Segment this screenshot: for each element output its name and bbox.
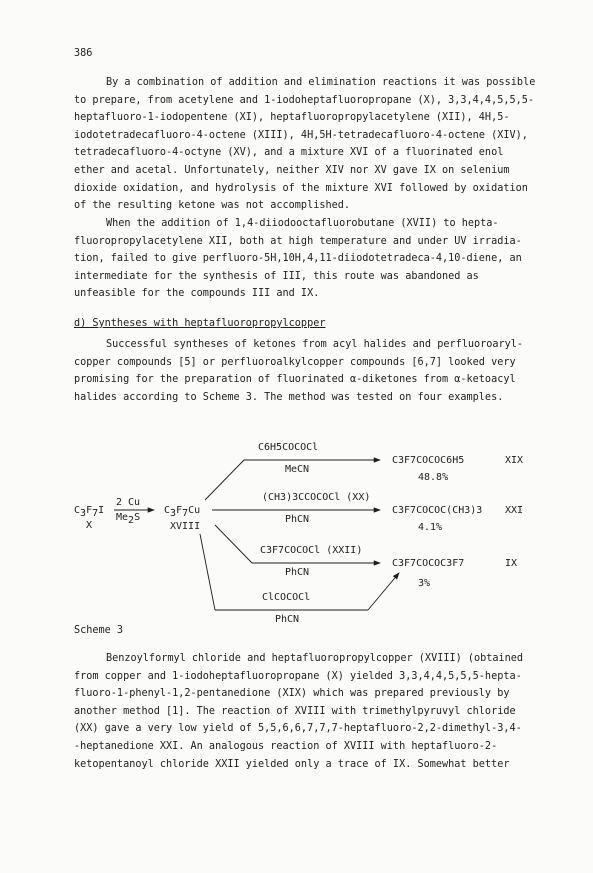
intermediate-compound	[164, 505, 200, 532]
scheme-label: Scheme 3	[74, 625, 124, 636]
text-line: copper compounds [5] or perfluoroalkylcopper compounds [6,7] looked very	[74, 356, 516, 368]
text-line: intermediate for the synthesis of III, this route was abandoned as	[74, 270, 479, 282]
text-line: By a combination of addition and elimination reactions it was possible	[106, 77, 536, 88]
text-line: heptafluoro-1-iodopentene (XI), heptafluoropropylacetylene (XII), 4H,5-	[74, 112, 510, 124]
compound-label: X	[86, 520, 93, 531]
product-xix: C3F7COCOC6H5	[392, 455, 465, 466]
route-line	[200, 534, 215, 610]
reagent-benzoylformyl-chloride: C6H5COCOCl	[258, 442, 319, 453]
product-ix: C3F7COCOC3F7	[392, 558, 465, 569]
page-number: 386	[74, 48, 93, 59]
text-line: to prepare, from acetylene and 1-iodoheptafluoropropane (X), 3,3,4,4,5,5,5-	[74, 94, 535, 106]
text-line: tetradecafluoro-4-octyne (XV), and a mixture XVI of a fluorinated enol	[74, 147, 504, 159]
reagent-oxalyl-chloride: ClCOCOCl	[262, 592, 311, 603]
text-line: fluoro-1-phenyl-1,2-pentanedione (XIX) which was prepared previously by	[74, 688, 510, 700]
text-line: dioxide oxidation, and hydrolysis of the mixture XVI followed by oxidation	[74, 182, 528, 194]
yield: 48.8%	[418, 472, 449, 483]
compound-label: IX	[505, 558, 518, 569]
solvent: PhCN	[275, 614, 300, 625]
reagent-cu: 2 Cu	[116, 497, 141, 508]
text-line: tion, failed to give perfluoro-5H,10H,4,11-diiodotetradeca-4,10-diene, an	[74, 253, 522, 265]
solvent: MeCN	[285, 464, 310, 475]
text-line: iodotetradecafluoro-4-octene (XIII), 4H,5H-tetradecafluoro-4-octene (XIV),	[74, 129, 528, 141]
text-line: ketopentanoyl chloride XXII yielded only a trace of IX. Somewhat better	[74, 758, 510, 770]
reagent-trimethylpyruvyl-chloride: (CH3)3CCOCOCl (XX)	[262, 492, 371, 503]
text-line: (XX) gave a very low yield of 5,5,6,6,7,7,7-heptafluoro-2,2-dimethyl-3,4-	[74, 723, 522, 735]
text-line: halides according to Scheme 3. The method was tested on four examples.	[74, 391, 504, 403]
text-line: another method [1]. The reaction of XVIII with trimethylpyruvyl chloride	[74, 705, 516, 717]
paragraph-1	[74, 74, 544, 215]
text-line: Benzoylformyl chloride and heptafluoropropylcopper (XVIII) (obtained	[106, 653, 524, 664]
route-line	[205, 460, 244, 500]
product-xxi: C3F7COCOC(CH3)3	[392, 505, 483, 516]
text-line: When the addition of 1,4-diiodooctafluorobutane (XVII) to hepta-	[106, 218, 499, 229]
paragraph-4	[74, 650, 544, 773]
reagent-xxii: C3F7COCOCl (XXII)	[260, 545, 363, 556]
reaction-scheme	[0, 400, 593, 630]
text-line: -heptanedione XXI. An analogous reaction of XVIII with heptafluoro-2-	[74, 740, 498, 752]
text-line: of the resulting ketone was not accomplished.	[74, 200, 351, 212]
solvent: PhCN	[285, 514, 310, 525]
yield: 3%	[418, 578, 431, 589]
compound-label: XIX	[505, 455, 524, 466]
paragraph-3	[74, 336, 544, 406]
section-heading: d) Syntheses with heptafluoropropylcopper	[74, 318, 326, 329]
arrow	[368, 573, 399, 610]
compound-label: XVIII	[170, 521, 201, 532]
text-line: ether and acetal. Unfortunately, neither XIV nor XV gave IX on selenium	[74, 164, 510, 176]
text-line: from copper and 1-iodoheptafluoropropane (X) yielded 3,3,4,4,5,5,5-hepta-	[74, 670, 522, 682]
text-line: unfeasible for the compounds III and IX.	[74, 288, 320, 300]
paragraph-2	[74, 215, 544, 303]
svg-text:C3F7Cu: C3F7Cu	[164, 505, 201, 519]
route-line	[215, 525, 252, 563]
start-compound	[74, 505, 104, 531]
compound-label: XXI	[505, 505, 524, 516]
solvent: PhCN	[285, 567, 310, 578]
yield: 4.1%	[418, 522, 443, 533]
text-line: promising for the preparation of fluorinated α-diketones from α-ketoacyl	[74, 374, 516, 386]
reagent-me2s: Me2S	[116, 512, 141, 526]
text-line: fluoropropylacetylene XII, both at high temperature and under UV irradia-	[74, 235, 522, 247]
svg-text:C3F7I: C3F7I	[74, 505, 105, 519]
text-line: Successful syntheses of ketones from acyl halides and perfluoroaryl-	[106, 339, 524, 350]
